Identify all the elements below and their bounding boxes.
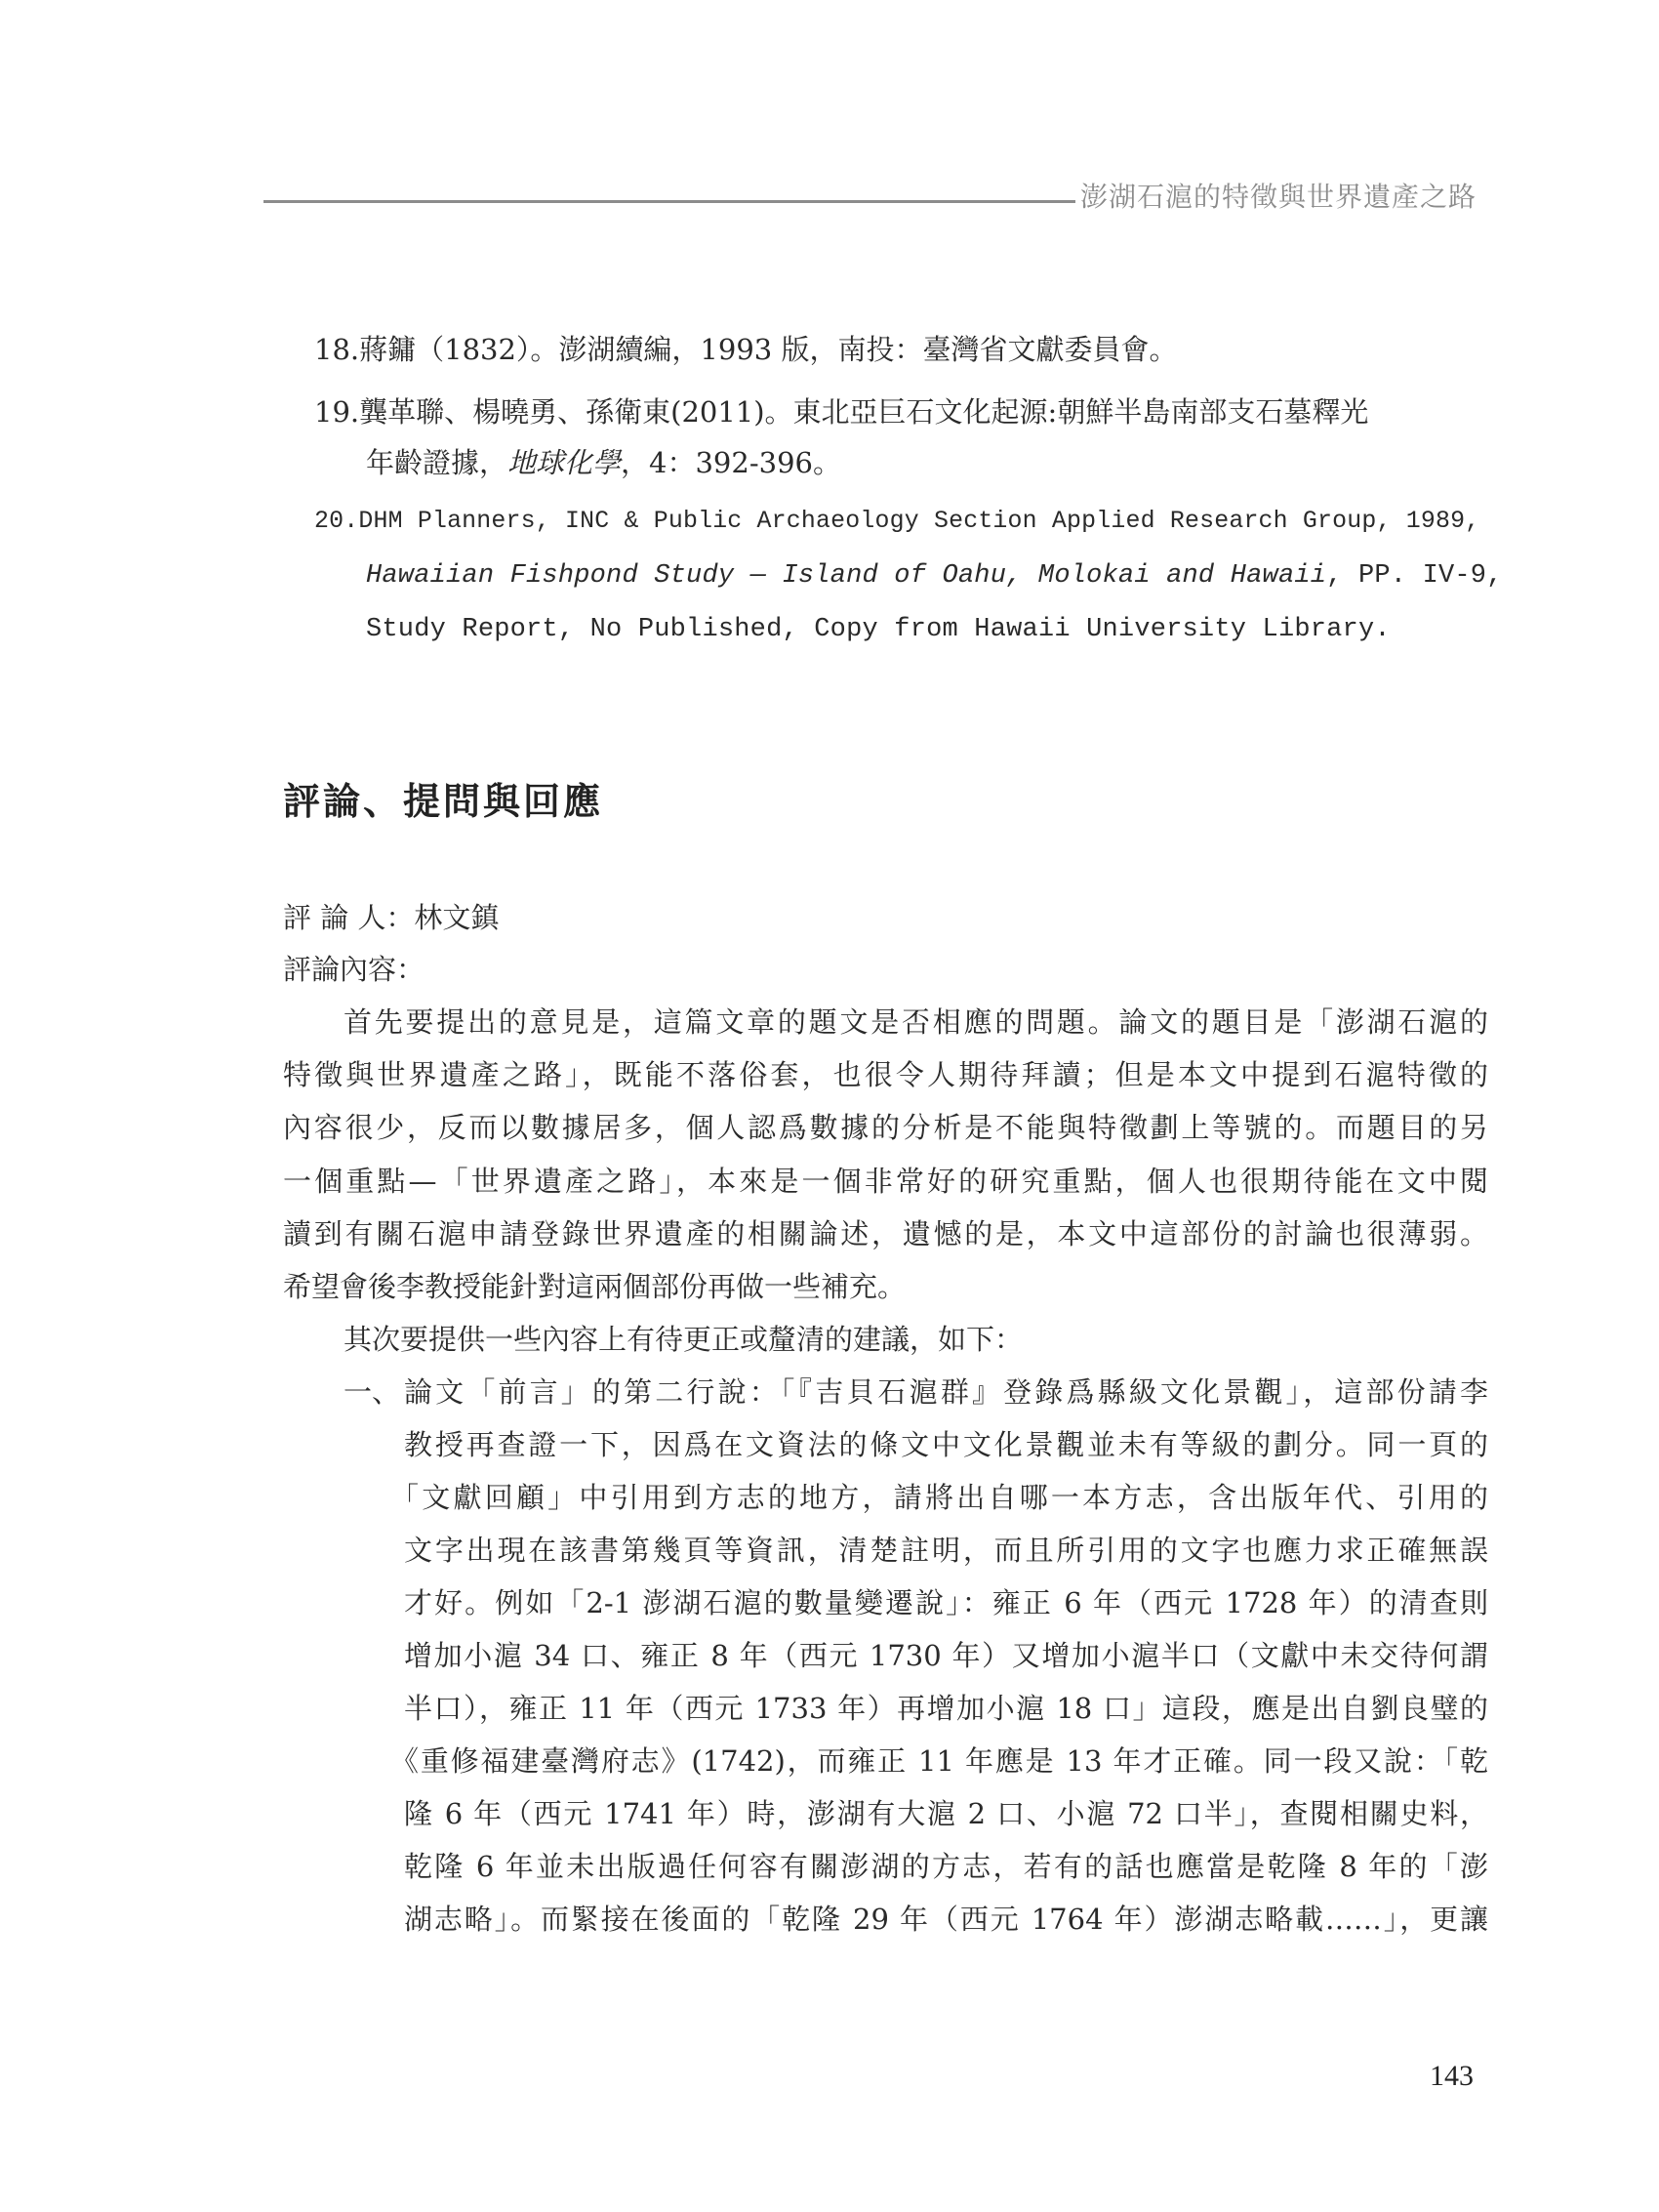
reference-text: 龔革聯、楊曉勇、孫衛東(2011)。東北亞巨石文化起源:朝鮮半島南部支石墓釋光	[359, 395, 1369, 429]
list-item-line: 論文「前言」的第二行說：「『吉貝石滬群』登錄爲縣級文化景觀」，這部份請李	[404, 1375, 1488, 1409]
list-item-line: 才好。例如「2-1 澎湖石滬的數量變遷說」：雍正 6 年（西元 1728 年）的清查則	[404, 1586, 1488, 1619]
page-number: 143	[1430, 2060, 1474, 2092]
reference-item	[314, 504, 1479, 539]
paragraph-line: 讀到有關石滬申請登錄世界遺產的相關論述，遺憾的是，本文中這部份的討論也很薄弱。	[283, 1217, 1488, 1250]
paragraph-line: 內容很少，反而以數據居多，個人認爲數據的分析是不能與特徵劃上等號的。而題目的另	[283, 1111, 1488, 1144]
paragraph-line: 其次要提供一些內容上有待更正或釐清的建議，如下：	[344, 1323, 1024, 1356]
journal-title: 地球化學	[507, 446, 622, 479]
list-item-line: 湖志略」。而緊接在後面的「乾隆 29 年（西元 1764 年）澎湖志略載……」，更讓	[404, 1903, 1488, 1936]
reference-item	[314, 332, 1177, 367]
list-item-line: 增加小滬 34 口、雍正 8 年（西元 1730 年）又增加小滬半口（文獻中未交待何謂	[404, 1639, 1488, 1672]
list-item-line: 半口），雍正 11 年（西元 1733 年）再增加小滬 18 口」這段，應是出自劉良璧的	[404, 1692, 1488, 1725]
reference-continuation	[366, 612, 1391, 647]
list-marker: 一、	[344, 1375, 401, 1409]
running-header: 澎湖石滬的特徵與世界遺產之路	[1080, 181, 1477, 213]
reference-text: , PP. IV-9,	[1326, 561, 1503, 591]
reference-text: DHM Planners, INC & Public Archaeology Section Applied Research Group, 1989,	[358, 508, 1480, 535]
commentator-line: 評 論 人：林文鎮	[283, 901, 500, 934]
list-item-line: 教授再查證一下，因爲在文資法的條文中文化景觀並未有等級的劃分。同一頁的	[404, 1428, 1488, 1461]
header-rule	[263, 200, 1075, 203]
report-title: Hawaiian Fishpond Study — Island of Oahu, Molokai and Hawaii	[366, 561, 1327, 591]
reference-number: 18.	[314, 333, 360, 366]
list-item-line: 文字出現在該書第幾頁等資訊，清楚註明，而且所引用的文字也應力求正確無誤	[404, 1534, 1488, 1567]
paragraph-line: 希望會後李教授能針對這兩個部份再做一些補充。	[283, 1270, 907, 1303]
reference-text: 蔣鏞（1832）。澎湖續編，1993 版，南投：臺灣省文獻委員會。	[359, 333, 1178, 366]
reference-number: 19.	[314, 395, 360, 429]
paragraph-line: 首先要提出的意見是，這篇文章的題文是否相應的問題。論文的題目是「澎湖石滬的	[344, 1005, 1488, 1039]
section-heading: 評論、提問與回應	[283, 780, 604, 823]
reference-text: ，4：392-396。	[621, 446, 841, 479]
reference-text: Study Report, No Published, Copy from Hawaii University Library.	[366, 615, 1391, 644]
paragraph-line: 特徵與世界遺產之路」，既能不落俗套，也很令人期待拜讀；但是本文中提到石滬特徵的	[283, 1058, 1488, 1091]
reference-continuation	[366, 445, 841, 480]
paragraph-line: 一個重點—「世界遺產之路」，本來是一個非常好的研究重點，個人也很期待能在文中閱	[283, 1165, 1488, 1198]
list-item-line: 乾隆 6 年並未出版過任何容有關澎湖的方志，若有的話也應當是乾隆 8 年的「澎	[404, 1850, 1488, 1883]
list-item-line: 隆 6 年（西元 1741 年）時，澎湖有大滬 2 口、小滬 72 口半」，查閱相關史料，	[404, 1797, 1488, 1830]
content-label: 評論內容：	[283, 953, 425, 986]
list-item-line: 「文獻回顧」中引用到方志的地方，請將出自哪一本方志，含出版年代、引用的	[390, 1481, 1488, 1514]
reference-item	[314, 394, 1368, 430]
list-item-line: 《重修福建臺灣府志》(1742)，而雍正 11 年應是 13 年才正確。同一段又說：「乾	[390, 1744, 1488, 1778]
reference-text: 年齡證據，	[366, 446, 508, 479]
reference-continuation	[366, 558, 1503, 594]
reference-number: 20.	[314, 508, 359, 535]
